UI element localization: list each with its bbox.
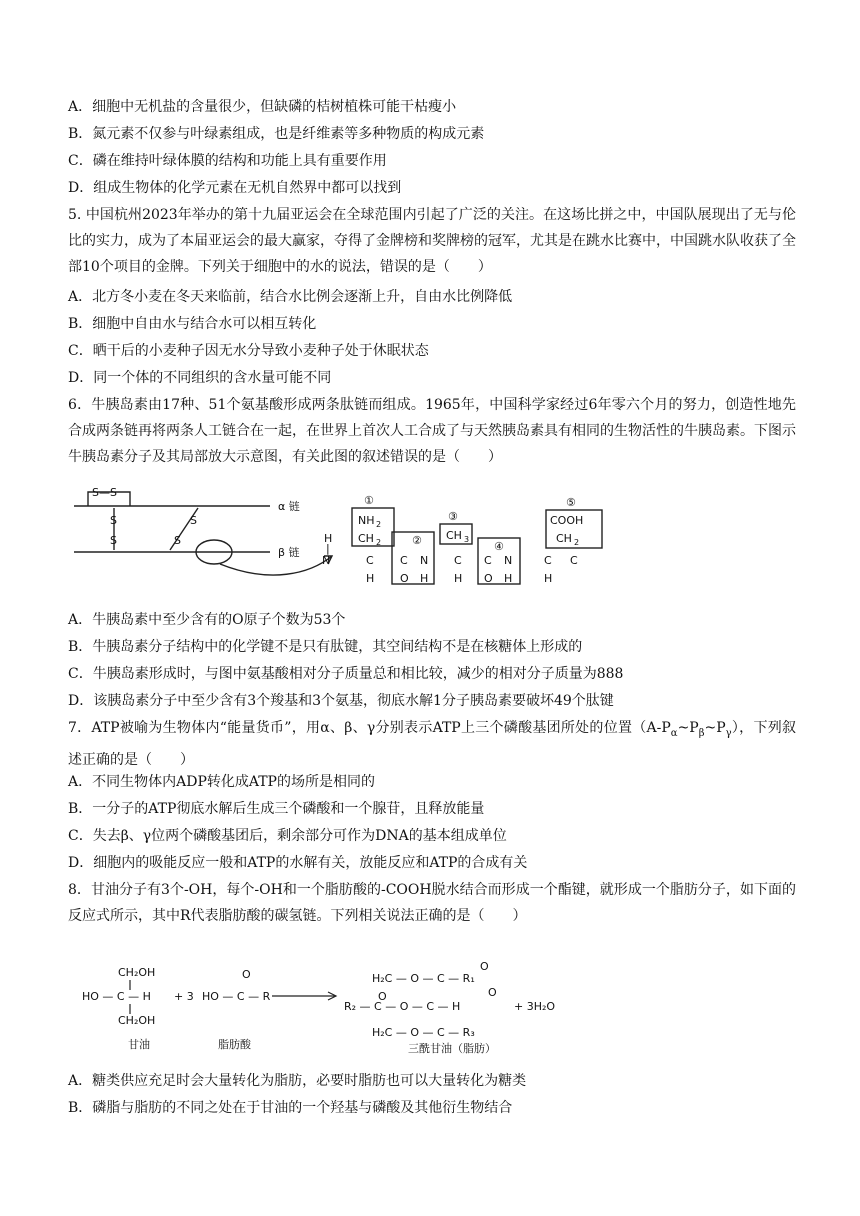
svg-text:H₂C — O — C — R₃: H₂C — O — C — R₃ [372, 1026, 475, 1039]
q4-option-d: D．组成生物体的化学元素在无机自然界中都可以找到 [68, 180, 402, 196]
svg-text:C: C [366, 554, 374, 567]
q8-option-a: A．糖类供应充足时会大量转化为脂肪，必要时脂肪也可以大量转化为糖类 [68, 1073, 527, 1089]
q7-option-d: D．细胞内的吸能反应一般和ATP的水解有关，放能反应和ATP的合成有关 [68, 855, 528, 871]
label-2: ② [412, 534, 422, 547]
svg-text:CH₂OH: CH₂OH [118, 966, 156, 979]
svg-text:3: 3 [464, 535, 470, 544]
svg-text:CH: CH [446, 529, 462, 542]
svg-text:S: S [110, 514, 117, 527]
svg-text:C: C [484, 554, 492, 567]
q6-option-d: D．该胰岛素分子中至少含有3个羧基和3个氨基，彻底水解1分子胰岛素要破坏49个肽键 [68, 693, 614, 709]
svg-text:C: C [570, 554, 578, 567]
q5-option-d: D．同一个体的不同组织的含水量可能不同 [68, 370, 332, 386]
svg-text:C: C [400, 554, 408, 567]
svg-text:HO — C — H: HO — C — H [82, 990, 151, 1003]
svg-text:S: S [110, 534, 117, 547]
q6-option-a: A．牛胰岛素中至少含有的O原子个数为53个 [68, 612, 346, 628]
svg-text:H₂C — O — C — R₁: H₂C — O — C — R₁ [372, 972, 475, 985]
svg-text:2: 2 [376, 538, 382, 547]
q7-stem: 7．ATP被喻为生物体内“能量货币”，用α、β、γ分别表示ATP上三个磷酸基团所处的位置$(A-P_\alpha\sim P_\beta\sim P_\gamma)$，下列叙述正确的是（ ） [68, 720, 797, 768]
svg-text:O: O [484, 572, 493, 585]
svg-text:O: O [400, 572, 409, 585]
svg-text:C: C [454, 554, 462, 567]
label-1: ① [364, 494, 374, 507]
svg-text:H: H [504, 572, 513, 585]
ss-bond-label: S—S [92, 486, 117, 499]
triglyceride-label: 三酰甘油（脂肪） [408, 1042, 496, 1055]
label-4: ④ [494, 540, 504, 553]
svg-text:H: H [420, 572, 429, 585]
glycerol-label: 甘油 [128, 1038, 150, 1051]
q8-option-b: B．磷脂与脂肪的不同之处在于甘油的一个羟基与磷酸及其他衍生物结合 [68, 1100, 513, 1116]
insulin-figure [70, 484, 610, 586]
svg-text:COOH: COOH [550, 514, 584, 527]
svg-text:|: | [326, 542, 330, 555]
q7-option-b: B．一分子的ATP彻底水解后生成三个磷酸和一个腺苷，且释放能量 [68, 801, 485, 817]
svg-text:CH: CH [358, 532, 374, 545]
label-5: ⑤ [566, 496, 576, 509]
q4-option-a: A．细胞中无机盐的含量很少，但缺磷的桔树植株可能干枯瘦小 [68, 99, 457, 115]
beta-chain-label: β 链 [278, 546, 300, 559]
svg-text:O: O [242, 968, 251, 981]
q4-option-b: B．氮元素不仅参与叶绿素组成，也是纤维素等多种物质的构成元素 [68, 126, 485, 142]
svg-text:CH: CH [556, 532, 572, 545]
svg-text:N: N [420, 554, 429, 567]
svg-text:HO — C — R: HO — C — R [202, 990, 271, 1003]
fat-reaction-figure [78, 960, 578, 1056]
svg-text:O: O [480, 960, 489, 973]
svg-text:R₂ — C — O — C — H: R₂ — C — O — C — H [344, 1000, 461, 1013]
svg-text:O: O [378, 990, 387, 1003]
q4-option-c: C．磷在维持叶绿体膜的结构和功能上具有重要作用 [68, 153, 387, 169]
svg-text:+ 3: + 3 [174, 990, 194, 1003]
label-3: ③ [448, 510, 458, 523]
svg-text:+ 3H₂O: + 3H₂O [514, 1000, 556, 1013]
alpha-chain-label: α 链 [278, 500, 300, 513]
svg-text:N: N [504, 554, 513, 567]
svg-text:C: C [544, 554, 552, 567]
svg-text:S: S [190, 514, 197, 527]
q8-stem: 8．甘油分子有3个-OH，每个-OH和一个脂肪酸的-COOH脱水结合而形成一个酯键，就形成一个脂肪分子，如下面的反应式所示，其中R代表脂肪酸的碳氢链。下列相关说法正确的是（ ） [68, 882, 796, 924]
fatty-acid-label: 脂肪酸 [218, 1038, 251, 1051]
q7-option-a: A．不同生物体内ADP转化成ATP的场所是相同的 [68, 774, 375, 790]
q5-option-a: A．北方冬小麦在冬天来临前，结合水比例会逐渐上升，自由水比例降低 [68, 289, 513, 305]
svg-text:S: S [174, 534, 181, 547]
svg-text:CH₂OH: CH₂OH [118, 1014, 156, 1027]
svg-text:H: H [366, 572, 375, 585]
q5-option-b: B．细胞中自由水与结合水可以相互转化 [68, 316, 317, 332]
svg-text:H: H [544, 572, 553, 585]
q6-option-c: C．牛胰岛素形成时，与图中氨基酸相对分子质量总和相比较，减少的相对分子质量为888 [68, 666, 624, 682]
svg-text:H: H [454, 572, 463, 585]
svg-text:2: 2 [376, 520, 382, 529]
q7-option-c: C．失去β、γ位两个磷酸基团后，剩余部分可作为DNA的基本组成单位 [68, 828, 507, 844]
q5-option-c: C．晒干后的小麦种子因无水分导致小麦种子处于休眠状态 [68, 343, 429, 359]
svg-text:N: N [322, 554, 331, 567]
q5-stem: 5. 中国杭州2023年举办的第十九届亚运会在全球范围内引起了广泛的关注。在这场比拼之中，中国队展现出了无与伦比的实力，成为了本届亚运会的最大赢家，夺得了金牌榜和奖牌榜的冠军，尤其是在跳水比赛中，中国跳水队收获了全部10个项目的金牌。下列关于细胞中的水的说法，错误的是（ ） [68, 207, 796, 275]
svg-text:O: O [488, 986, 497, 999]
q6-stem: 6．牛胰岛素由17种、51个氨基酸形成两条肽链而组成。1965年，中国科学家经过6年零六个月的努力，创造性地先合成两条链再将两条人工链合在一起，在世界上首次人工合成了与天然胰岛素具有相同的生物活性的牛胰岛素。下图示牛胰岛素分子及其局部放大示意图，有关此图的叙述错误的是（ ） [68, 397, 796, 465]
svg-text:2: 2 [574, 538, 580, 547]
q6-option-b: B．牛胰岛素分子结构中的化学键不是只有肽键，其空间结构不是在核糖体上形成的 [68, 639, 583, 655]
svg-text:H: H [324, 532, 333, 545]
svg-text:NH: NH [358, 514, 375, 527]
